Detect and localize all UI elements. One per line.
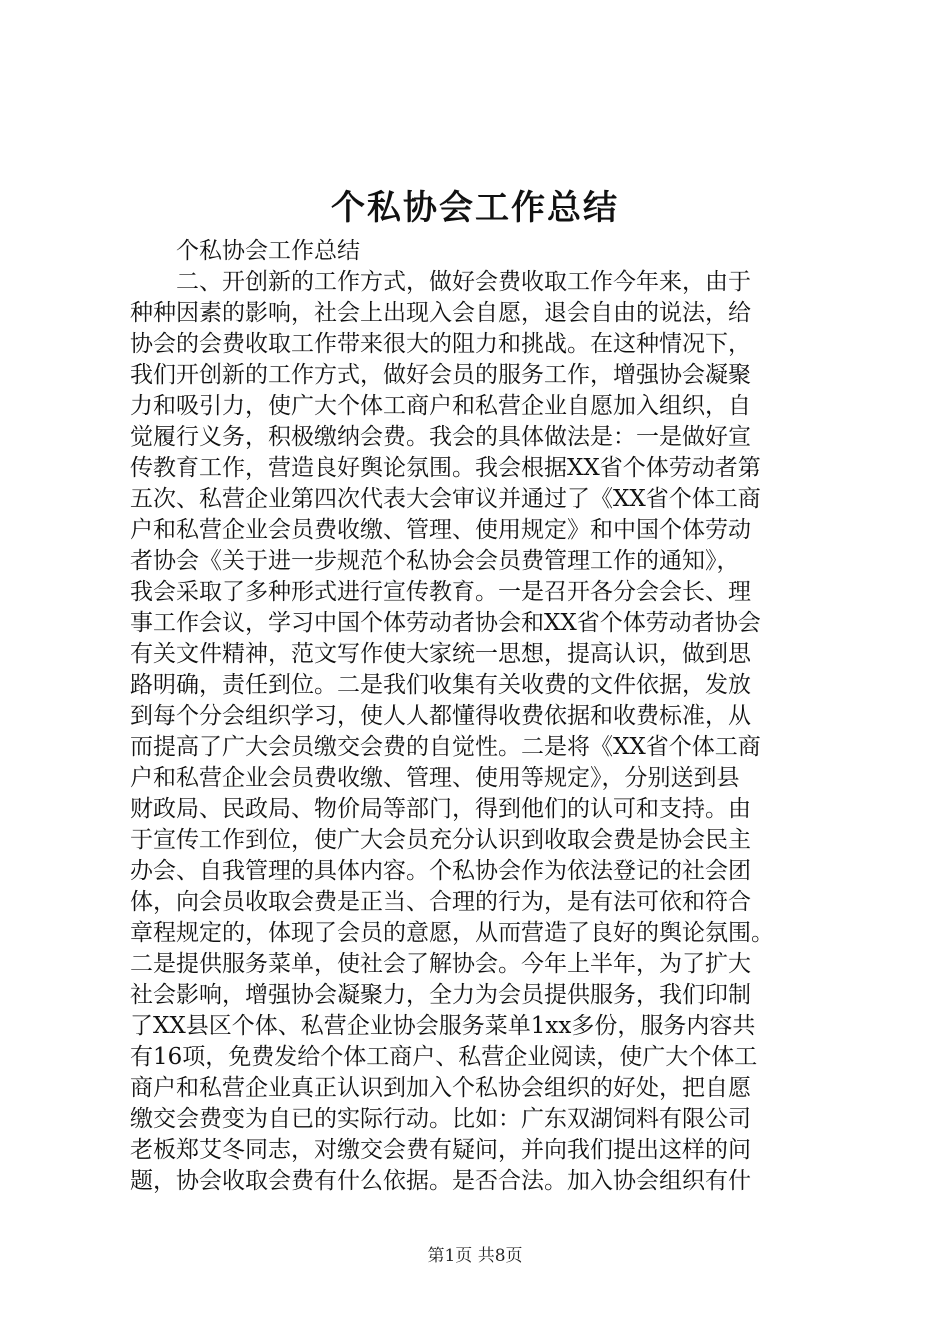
- paragraph-line: 二是提供服务菜单，使社会了解协会。今年上半年，为了扩大: [130, 951, 751, 977]
- paragraph-line: 户和私营企业会员费收缴、管理、使用等规定》，分别送到县: [130, 765, 740, 791]
- paragraph-line: 者协会《关于进一步规范个私协会会员费管理工作的通知》，: [130, 548, 740, 574]
- paragraph-line: 觉履行义务，积极缴纳会费。我会的具体做法是：一是做好宣: [130, 424, 751, 450]
- paragraph-line: 社会影响，增强协会凝聚力，全力为会员提供服务，我们印制: [130, 982, 751, 1008]
- document-body: [130, 236, 830, 1197]
- paragraph-line: 商户和私营企业真正认识到加入个私协会组织的好处，把自愿: [130, 1075, 751, 1101]
- subtitle-line: 个私协会工作总结: [176, 238, 360, 264]
- paragraph-line: 五次、私营企业第四次代表大会审议并通过了《XX省个体工商: [130, 486, 761, 512]
- paragraph-line: 力和吸引力，使广大个体工商户和私营企业自愿加入组织，自: [130, 393, 751, 419]
- paragraph-line: 协会的会费收取工作带来很大的阻力和挑战。在这种情况下，: [130, 331, 751, 357]
- paragraph-line: 老板郑艾冬同志，对缴交会费有疑问，并向我们提出这样的问: [130, 1137, 751, 1163]
- paragraph-line: 章程规定的，体现了会员的意愿，从而营造了良好的舆论氛围。: [130, 920, 774, 946]
- paragraph-line: 传教育工作，营造良好舆论氛围。我会根据XX省个体劳动者第: [130, 455, 761, 481]
- paragraph-line: 有关文件精神，范文写作使大家统一思想，提高认识，做到思: [130, 641, 751, 667]
- paragraph-line: 体，向会员收取会费是正当、合理的行为，是有法可依和符合: [130, 889, 751, 915]
- paragraph-line: 财政局、民政局、物价局等部门，得到他们的认可和支持。由: [130, 796, 751, 822]
- paragraph-line: 缴交会费变为自已的实际行动。比如：广东双湖饲料有限公司: [130, 1106, 751, 1132]
- paragraph-line: 有16项，免费发给个体工商户、私营企业阅读，使广大个体工: [130, 1044, 758, 1070]
- paragraph-line: 题，协会收取会费有什么依据。是否合法。加入协会组织有什: [130, 1168, 751, 1194]
- paragraph-line: 路明确，责任到位。二是我们收集有关收费的文件依据，发放: [130, 672, 751, 698]
- paragraph-line: 了XX县区个体、私营企业协会服务菜单1xx多份，服务内容共: [130, 1013, 756, 1039]
- paragraph-line: 我们开创新的工作方式，做好会员的服务工作，增强协会凝聚: [130, 362, 751, 388]
- document-title: 个私协会工作总结: [331, 188, 619, 228]
- page-footer: 第1页 共8页: [427, 1246, 523, 1266]
- paragraph-line: 户和私营企业会员费收缴、管理、使用规定》和中国个体劳动: [130, 517, 751, 543]
- paragraph-line: 办会、自我管理的具体内容。个私协会作为依法登记的社会团: [130, 858, 751, 884]
- paragraph-line: 事工作会议，学习中国个体劳动者协会和XX省个体劳动者协会: [130, 610, 761, 636]
- paragraph-line: 种种因素的影响，社会上出现入会自愿，退会自由的说法，给: [130, 300, 751, 326]
- paragraph-line: 而提高了广大会员缴交会费的自觉性。二是将《XX省个体工商: [130, 734, 761, 760]
- paragraph-line: 我会采取了多种形式进行宣传教育。一是召开各分会会长、理: [130, 579, 751, 605]
- paragraph-line: 到每个分会组织学习，使人人都懂得收费依据和收费标准，从: [130, 703, 751, 729]
- paragraph-line: 于宣传工作到位，使广大会员充分认识到收取会费是协会民主: [130, 827, 751, 853]
- paragraph-line: 二、开创新的工作方式，做好会费收取工作今年来，由于: [176, 269, 751, 295]
